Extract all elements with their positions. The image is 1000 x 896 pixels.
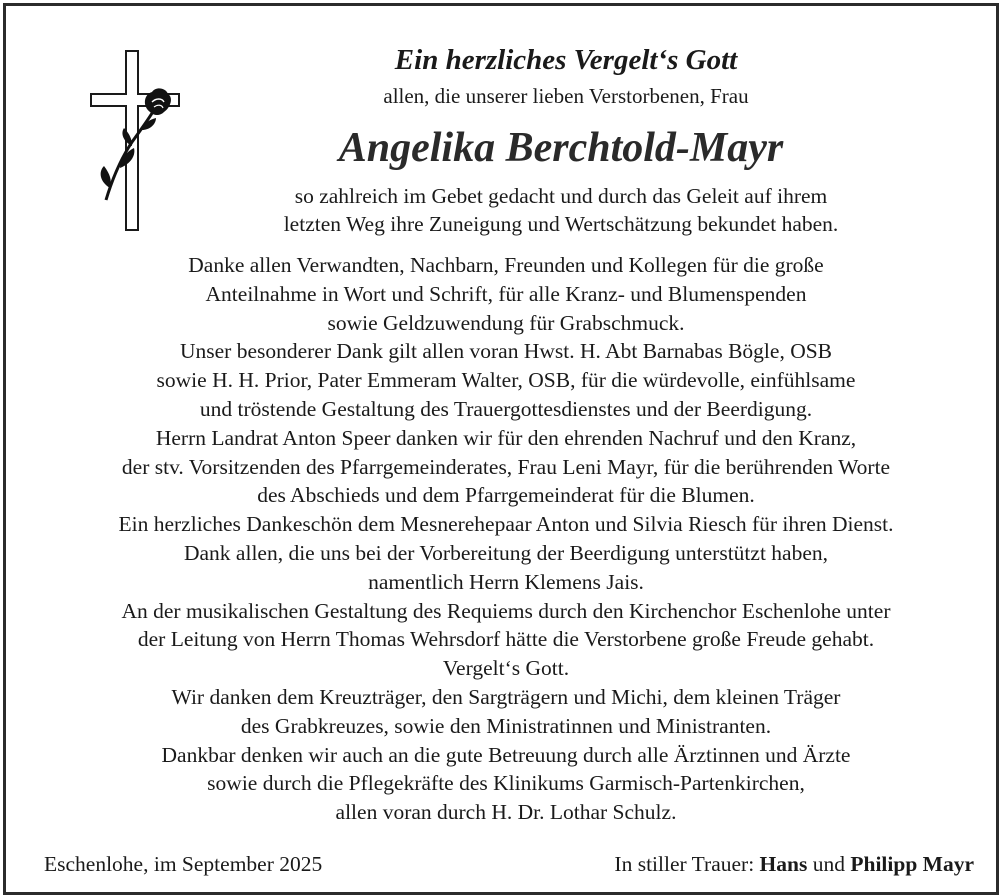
text-line: Dank allen, die uns bei der Vorbereitung der Beerdigung unterstützt haben, [183, 540, 829, 565]
text-line: sowie durch die Pflegekräfte des Klinikums Garmisch-Partenkirchen, [207, 771, 805, 796]
text-line: allen voran durch H. Dr. Lothar Schulz. [335, 800, 677, 825]
text-line: der Leitung von Herrn Thomas Wehrsdorf hätte die Verstorbene große Freude gehabt. [137, 627, 875, 652]
intro-text [196, 182, 926, 238]
notice-frame [3, 3, 999, 895]
mourning-prefix: In stiller Trauer: [614, 852, 755, 876]
place-date: Eschenlohe, im September 2025 [44, 852, 323, 876]
body-text [26, 251, 986, 827]
text-line: sowie H. H. Prior, Pater Emmeram Walter, OSB, für die würdevolle, einfühlsame [156, 368, 856, 393]
text-line: und tröstende Gestaltung des Trauergottesdienstes und der Beerdigung. [199, 396, 813, 421]
headline: Ein herzliches Vergelt‘s Gott [394, 44, 738, 76]
mourners [614, 850, 974, 878]
text-line: Dankbar denken wir auch an die gute Betreuung durch alle Ärztinnen und Ärzte [161, 742, 851, 767]
mourner-name: Philipp Mayr [850, 852, 974, 876]
text-line: An der musikalischen Gestaltung des Requiems durch den Kirchenchor Eschenlohe unter [121, 598, 891, 623]
connector: und [812, 852, 845, 876]
text-line: der stv. Vorsitzenden des Pfarrgemeinderates, Frau Leni Mayr, für die berührenden Worte [121, 454, 891, 479]
text-line: sowie Geldzuwendung für Grabschmuck. [327, 310, 685, 335]
text-line: Danke allen Verwandten, Nachbarn, Freunden und Kollegen für die große [188, 253, 824, 277]
text-line: Ein herzliches Dankeschön dem Mesnerehepaar Anton und Silvia Riesch für ihren Dienst. [118, 512, 894, 537]
text-line: Wir danken dem Kreuzträger, den Sargträgern und Michi, dem kleinen Träger [171, 684, 841, 709]
deceased-name: Angelika Berchtold-Mayr [338, 125, 784, 171]
text-line: Unser besonderer Dank gilt allen voran Hwst. H. Abt Barnabas Bögle, OSB [179, 339, 833, 364]
cross-with-rose-icon [90, 50, 182, 232]
text-line: letzten Weg ihre Zuneigung und Wertschätzung bekundet haben. [283, 212, 839, 236]
text-line: Vergelt‘s Gott. [442, 656, 570, 681]
intro-line: allen, die unserer lieben Verstorbenen, Frau [383, 84, 749, 108]
text-line: Herrn Landrat Anton Speer danken wir für den ehrenden Nachruf und den Kranz, [155, 425, 857, 450]
text-line: des Abschieds und dem Pfarrgemeinderat für die Blumen. [257, 483, 755, 508]
text-line: Anteilnahme in Wort und Schrift, für alle Kranz- und Blumenspenden [205, 281, 807, 306]
mourner-name: Hans [759, 852, 808, 876]
text-line: so zahlreich im Gebet gedacht und durch das Geleit auf ihrem [294, 184, 828, 208]
text-line: des Grabkreuzes, sowie den Ministratinnen und Ministranten. [240, 713, 772, 738]
text-line: namentlich Herrn Klemens Jais. [368, 569, 644, 594]
